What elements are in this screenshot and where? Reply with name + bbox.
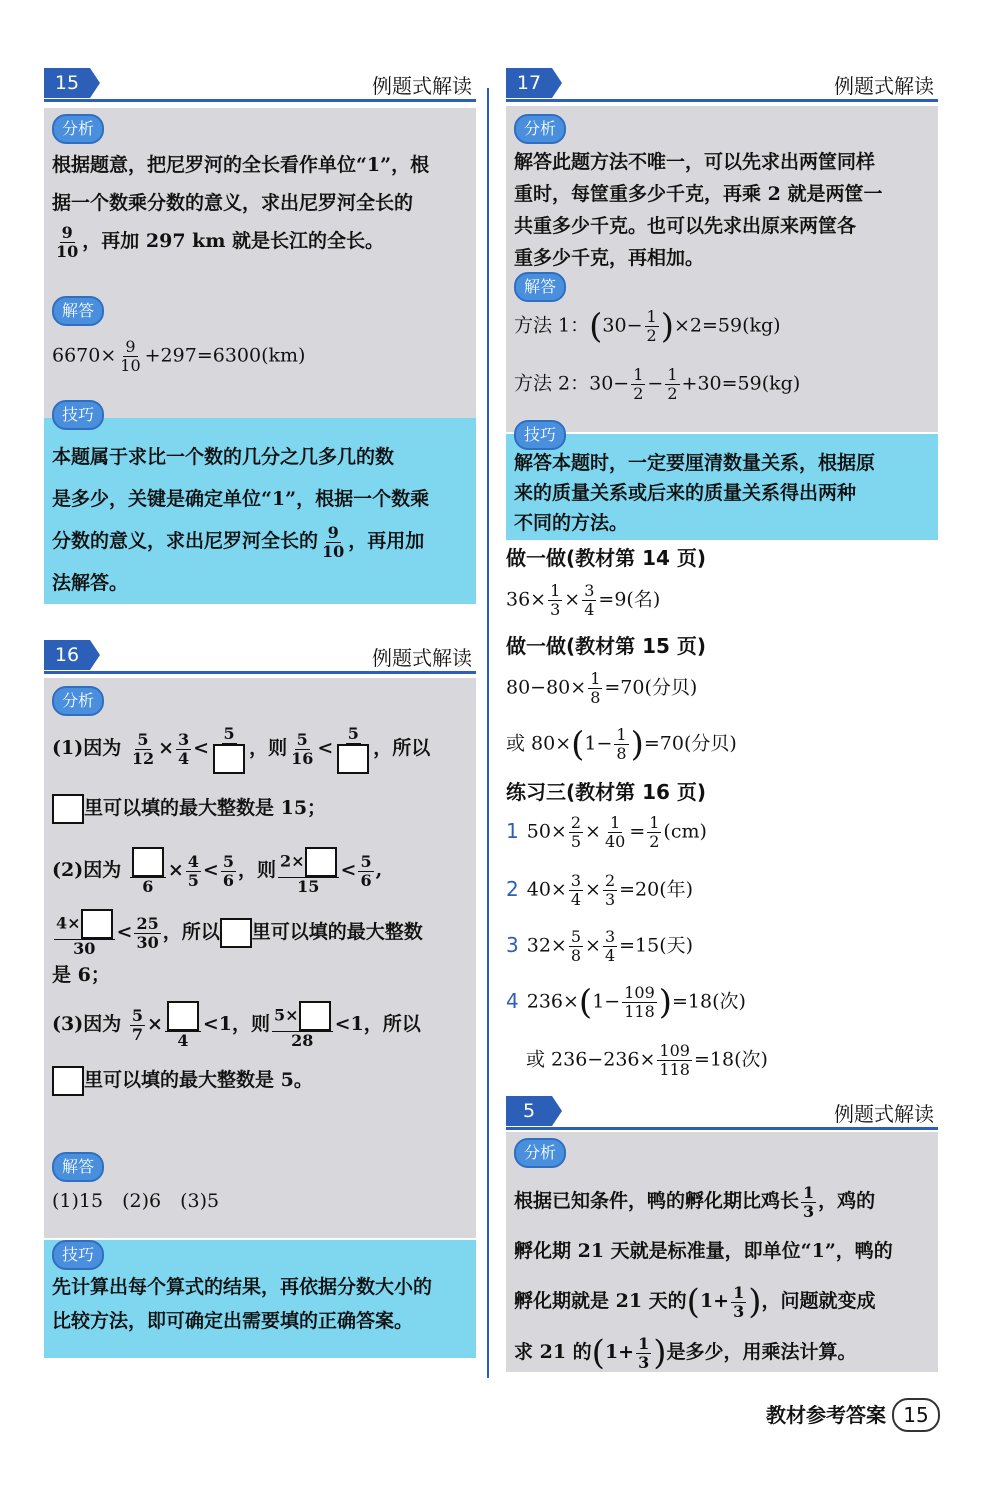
- tip-line: 分数的意义，求出尼罗河全长的: [52, 530, 319, 552]
- exercise-4: 4 236×(1− $\frac{109}{118}$ )=18(次): [506, 982, 746, 1023]
- practice-heading: 做一做(教材第 15 页): [506, 634, 707, 658]
- practice-equation: 80−80× $\frac{1}{8}$ =70(分贝): [506, 669, 698, 707]
- analysis-line: 重多少千克，再相加。: [514, 247, 705, 269]
- practice-answers: [506, 542, 938, 1082]
- analysis-tag: 分析: [514, 114, 566, 144]
- analysis-line: 解答此题方法不唯一，可以先求出两筐同样: [514, 151, 876, 173]
- section-title: 例题式解读: [372, 74, 472, 98]
- exercise-1: 1 50× $\frac{2}{5}$ × $\frac{1}{40}$ = $\frac{1}{2}$ (cm): [506, 813, 707, 851]
- exercise-4-alt: 或 236−236× $\frac{109}{118}$ =18(次): [526, 1041, 768, 1079]
- method-1: 方法 1：(30− $\frac{1}{2}$ )×2=59(kg): [514, 306, 781, 347]
- blank-box: [220, 918, 252, 948]
- analysis-line: 根据题意，把尼罗河的全长看作单位“1”，根: [52, 154, 430, 176]
- footer-label: 教材参考答案: [766, 1403, 886, 1427]
- analysis-step-2: (2)因为 6 × $\frac{4}{5}$ < $\frac{5}{6}$ ，则 $\frac{2\times}{15}$ < $\frac{5}{6}$ ,: [52, 842, 476, 898]
- blank-box: [213, 744, 245, 774]
- tip-line: 比较方法，即可确定出需要填的正确答案。: [52, 1310, 414, 1332]
- section-16: 16 例题式解读 分析 (1)因为 $\frac{5}{12}$ × $\frac{3}{4}$ < 5 ，则 $\frac{5}{16}$ < 5 ，所以 里可以填的最大整数是 15； (2)因为 6 × $\frac{4}{5}$ < $\frac{5}{6}$ ，则 $\frac{2\times}{15}$ < $\frac{5}{6}$ , $\frac{4\times}{30}$ < $\frac{25}{30}$ ，所以 里可以填的最大整数 是 6； (3)因为 $\frac{5}{7}$ × 4 <1，则 $\frac{5\times}{28}$ <1，所以 里可以填的最大整数是 5。 解答 (1)15 (2)6 (3)5 技巧 先计算出每个算式的结果，再依据分数大小的 比较方法，即可确定出需要填的正确答案。: [44, 640, 476, 1360]
- answer-equation: 6670× $\frac{9}{10}$ +297=6300(km): [52, 337, 306, 375]
- analysis-tag: 分析: [52, 114, 104, 144]
- section-header: [506, 1096, 938, 1130]
- column-divider: [487, 88, 489, 1378]
- section-header: [44, 68, 476, 102]
- practice-equation: 36× $\frac{1}{3}$ × $\frac{3}{4}$ =9(名): [506, 581, 661, 619]
- analysis-line: 里可以填的最大整数是 5。: [84, 1069, 313, 1091]
- exercise-3: 3 32× $\frac{5}{8}$ × $\frac{3}{4}$ =15(天): [506, 927, 694, 965]
- method-2: 方法 2：30− $\frac{1}{2}$ − $\frac{1}{2}$ +30=59(kg): [514, 365, 801, 403]
- analysis-step-3: (3)因为 $\frac{5}{7}$ × 4 <1，则 $\frac{5\times}{28}$ <1，所以: [52, 996, 476, 1052]
- analysis-line: 共重多少千克。也可以先求出原来两筐各: [514, 215, 857, 237]
- page-number: 15: [892, 1398, 940, 1432]
- answer-tag: 解答: [514, 272, 566, 302]
- analysis-tag: 分析: [514, 1138, 566, 1168]
- tip-tag: 技巧: [52, 400, 104, 430]
- analysis-tag: 分析: [52, 686, 104, 716]
- analysis-line: 求 21 的(1+ $\frac{1}{3}$ )是多少，用乘法计算。: [514, 1333, 857, 1373]
- tip-line: 来的质量关系或后来的质量关系得出两种: [514, 482, 857, 504]
- analysis-line: 重时，每筐重多少千克，再乘 2 就是两筐一: [514, 183, 883, 205]
- page-footer: [766, 1398, 940, 1432]
- answer-tag: 解答: [52, 296, 104, 326]
- section-number: 5: [506, 1096, 552, 1126]
- section-title: 例题式解读: [834, 1102, 934, 1126]
- tip-line: 解答本题时，一定要厘清数量关系，根据原: [514, 452, 876, 474]
- exercise-2: 2 40× $\frac{3}{4}$ × $\frac{2}{3}$ =20(年): [506, 871, 694, 909]
- analysis-line: 据一个数乘分数的意义，求出尼罗河全长的: [52, 192, 414, 214]
- section-15: 15 例题式解读 分析 根据题意，把尼罗河的全长看作单位“1”，根 据一个数乘分数的意义，求出尼罗河全长的 $\frac{9}{10}$ ，再加 297 km 就是长江的全长。 解答 6670× $\frac{9}{10}$ +297=6300(km) 技巧 本题属于求比一个数的几分之几多几的数 是多少，关键是确定单位“1”，根据一个数乘 分数的意义，求出尼罗河全长的 $\frac{9}{10}$ ，再用加 法解答。: [44, 68, 476, 608]
- section-header: [44, 640, 476, 674]
- tip-line: 本题属于求比一个数的几分之几多几的数: [52, 446, 395, 468]
- tip-line: 不同的方法。: [514, 512, 629, 534]
- section-title: 例题式解读: [834, 74, 934, 98]
- blank-box: [337, 744, 369, 774]
- analysis-line: 孵化期 21 天就是标准量，即单位“1”，鸭的: [514, 1240, 893, 1262]
- practice-heading: 练习三(教材第 16 页): [506, 780, 707, 804]
- section-header: [506, 68, 938, 102]
- fraction: $\frac{9}{10}$: [56, 222, 79, 261]
- tip-line: 先计算出每个算式的结果，再依据分数大小的: [52, 1276, 433, 1298]
- section-number: 16: [44, 640, 90, 670]
- section-number: 15: [44, 68, 90, 98]
- section-number: 17: [506, 68, 552, 98]
- tip-line: ，再用加: [348, 530, 425, 552]
- analysis-line: 孵化期就是 21 天的(1+ $\frac{1}{3}$ )，问题就变成: [514, 1282, 876, 1322]
- blank-box: [52, 794, 84, 824]
- answer-tag: 解答: [52, 1152, 104, 1182]
- blank-box: [52, 1066, 84, 1096]
- answer-line: (1)15 (2)6 (3)5: [52, 1190, 220, 1212]
- section-5: [506, 1096, 938, 1376]
- tip-tag: 技巧: [52, 1240, 104, 1270]
- section-title: 例题式解读: [372, 646, 472, 670]
- analysis-line: 里可以填的最大整数是 15；: [84, 797, 327, 819]
- analysis-line: ，再加 297 km 就是长江的全长。: [82, 230, 385, 252]
- practice-equation: 或 80×(1− $\frac{1}{8}$ )=70(分贝): [506, 724, 737, 765]
- tip-line: 是多少，关键是确定单位“1”，根据一个数乘: [52, 488, 430, 510]
- analysis-step-1: (1)因为 $\frac{5}{12}$ × $\frac{3}{4}$ < 5 ，则 $\frac{5}{16}$ < 5 ，所以: [52, 720, 476, 776]
- tip-line: 法解答。: [52, 572, 129, 594]
- practice-heading: 做一做(教材第 14 页): [506, 546, 707, 570]
- analysis-line: 是 6；: [52, 964, 110, 986]
- section-17: [506, 68, 938, 540]
- analysis-line: 根据已知条件，鸭的孵化期比鸡长 $\frac{1}{3}$ ，鸡的: [514, 1182, 876, 1221]
- tip-tag: 技巧: [514, 420, 566, 450]
